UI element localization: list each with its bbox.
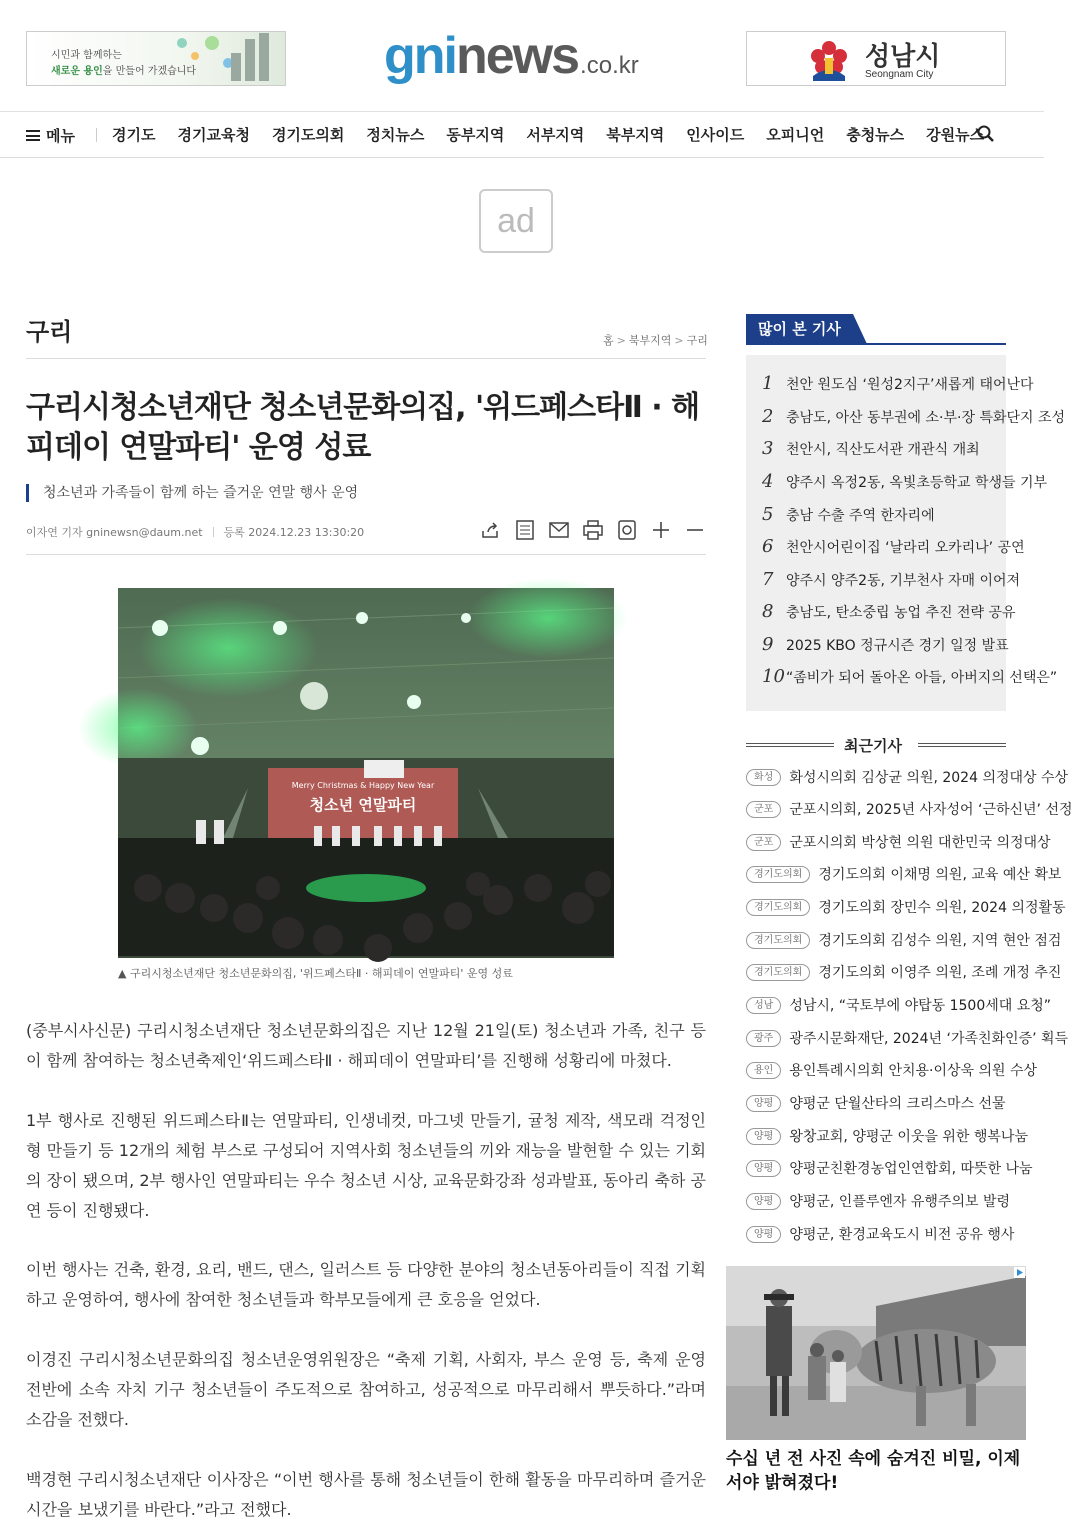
popular-item[interactable] bbox=[762, 406, 1066, 427]
nav-item-west[interactable]: 서부지역 bbox=[526, 126, 585, 144]
article-tools bbox=[480, 519, 706, 541]
banner-line-1: 시민과 함께하는 bbox=[51, 50, 122, 61]
recent-header-rule bbox=[746, 743, 834, 747]
rank-number: 2 bbox=[762, 406, 774, 427]
region-tag: 경기도의회 bbox=[746, 964, 810, 981]
banner-building bbox=[259, 33, 269, 81]
nav-divider bbox=[96, 128, 97, 142]
recent-item-title: 용인특례시의회 안치용·이상욱 의원 수상 bbox=[789, 1063, 1038, 1079]
region-tag: 경기도의회 bbox=[746, 932, 810, 949]
main-nav bbox=[0, 112, 1044, 158]
popular-item[interactable] bbox=[762, 634, 1009, 655]
recent-item[interactable] bbox=[746, 1126, 1028, 1146]
nav-item-gangwon[interactable]: 강원뉴스 bbox=[926, 126, 985, 144]
photo-caption: ▲ 구리시청소년재단 청소년문화의집, '위드페스타Ⅱ · 해피데이 연말파티' 운영 성료 bbox=[118, 967, 513, 980]
recent-item[interactable] bbox=[746, 962, 1062, 982]
article-meta bbox=[26, 524, 364, 540]
recent-item[interactable] bbox=[746, 1191, 1010, 1211]
menu-button[interactable] bbox=[26, 125, 75, 146]
site-header bbox=[0, 0, 1044, 112]
rank-number: 7 bbox=[762, 569, 774, 590]
rank-number: 10 bbox=[762, 666, 785, 687]
seongnam-banner-ad[interactable] bbox=[746, 31, 1006, 86]
font-increase-icon[interactable] bbox=[650, 519, 672, 541]
event-photo-illustration bbox=[118, 588, 614, 956]
region-tag: 성남 bbox=[746, 997, 781, 1014]
adchoices-icon[interactable] bbox=[1014, 1267, 1025, 1278]
ad-label: ad bbox=[497, 201, 535, 240]
popular-item[interactable] bbox=[762, 438, 998, 459]
breadcrumb-home[interactable]: 홈 bbox=[603, 334, 614, 347]
nav-item-education-office[interactable]: 경기교육청 bbox=[177, 126, 250, 144]
rank-number: 5 bbox=[762, 504, 774, 525]
city-name-ko: 성남시 bbox=[865, 42, 941, 72]
article-date: 등록 2024.12.23 13:30:20 bbox=[223, 526, 365, 539]
city-name-en: Seongnam City bbox=[865, 69, 934, 80]
recent-item[interactable] bbox=[746, 1060, 1038, 1080]
popular-item-title: 충남도, 탄소중립 농업 추진 전략 공유 bbox=[786, 605, 1016, 621]
font-decrease-icon[interactable] bbox=[684, 519, 706, 541]
chevron-right-icon: > bbox=[616, 334, 626, 347]
region-tag: 양평 bbox=[746, 1160, 781, 1177]
recent-item[interactable] bbox=[746, 1224, 1015, 1244]
region-tag: 광주 bbox=[746, 1030, 781, 1047]
region-tag: 양평 bbox=[746, 1226, 781, 1243]
recent-item[interactable] bbox=[746, 930, 1062, 950]
recent-item-title: 양평군친환경농업인연합회, 따뜻한 나눔 bbox=[789, 1161, 1033, 1177]
recent-header-rule bbox=[918, 743, 1006, 747]
article-subhead: 청소년과 가족들이 함께 하는 즐거운 연말 행사 운영 bbox=[26, 484, 358, 502]
banner-decor-dot bbox=[191, 52, 199, 60]
banner-line-2-tail: 을 만들어 가겠습니다 bbox=[102, 66, 197, 77]
recent-item-title: 경기도의회 김성수 의원, 지역 현안 점검 bbox=[818, 933, 1062, 949]
recent-title: 최근기사 bbox=[844, 737, 902, 755]
nav-items bbox=[112, 124, 1006, 145]
recent-item-title: 왕창교회, 양평군 이웃을 위한 행복나눔 bbox=[789, 1129, 1028, 1145]
banner-decor-dot bbox=[205, 36, 219, 50]
banner-building bbox=[231, 53, 241, 81]
recent-item-title: 양평군 단월산타의 크리스마스 선물 bbox=[789, 1096, 1006, 1112]
banner-line-2 bbox=[51, 62, 196, 77]
region-tag: 화성 bbox=[746, 769, 781, 786]
recent-item-title: 성남시, “국토부에 야탑동 1500세대 요청” bbox=[789, 998, 1052, 1014]
nav-item-east[interactable]: 동부지역 bbox=[446, 126, 505, 144]
breadcrumb-north[interactable]: 북부지역 bbox=[628, 334, 672, 347]
recent-item[interactable] bbox=[746, 1158, 1033, 1178]
popular-item[interactable] bbox=[762, 471, 1048, 492]
sponsored-ad-title[interactable]: 수십 년 전 사진 속에 숨겨진 비밀, 이제서야 밝혀졌다! bbox=[726, 1449, 1021, 1493]
recent-item[interactable] bbox=[746, 767, 1069, 787]
region-tag: 경기도의회 bbox=[746, 866, 810, 883]
breadcrumb-guri[interactable]: 구리 bbox=[686, 334, 708, 347]
nav-item-inside[interactable]: 인사이드 bbox=[686, 126, 745, 144]
seongnam-emblem-icon bbox=[807, 38, 851, 82]
meta-divider-line bbox=[26, 554, 706, 555]
article-headline: 구리시청소년재단 청소년문화의집, '위드페스타Ⅱ · 해피데이 연말파티' 운영 성료 bbox=[26, 390, 700, 465]
recent-item-title: 광주시문화재단, 2024년 ‘가족친화인증’ 획득 bbox=[789, 1031, 1069, 1047]
recent-item-title: 군포시의회, 2025년 사자성어 ‘근하신년’ 선정 bbox=[789, 802, 1073, 818]
share-icon[interactable] bbox=[480, 519, 502, 541]
rank-number: 8 bbox=[762, 601, 774, 622]
region-tag: 양평 bbox=[746, 1193, 781, 1210]
article-photo[interactable] bbox=[118, 588, 614, 956]
popular-item[interactable] bbox=[762, 536, 1025, 557]
region-tag: 용인 bbox=[746, 1062, 781, 1079]
section-divider bbox=[26, 358, 706, 359]
nav-item-chungcheong[interactable]: 충청뉴스 bbox=[846, 126, 905, 144]
print-icon[interactable] bbox=[582, 519, 604, 541]
banner-highlight: 새로운 용인 bbox=[51, 66, 103, 77]
photo-banner-small: Merry Christmas & Happy New Year bbox=[291, 781, 435, 790]
yongin-banner-ad[interactable] bbox=[26, 31, 286, 86]
nav-item-gyeonggi[interactable]: 경기도 bbox=[112, 126, 156, 144]
region-tag: 군포 bbox=[746, 834, 781, 851]
recent-item-title: 양평군, 환경교육도시 비전 공유 행사 bbox=[789, 1227, 1015, 1243]
rank-number: 4 bbox=[762, 471, 774, 492]
recent-item-title: 양평군, 인플루엔자 유행주의보 발령 bbox=[789, 1194, 1010, 1210]
banner-building bbox=[245, 39, 255, 81]
nav-item-north[interactable]: 북부지역 bbox=[606, 126, 665, 144]
popular-tab[interactable]: 많이 본 기사 bbox=[746, 314, 853, 344]
ad-placeholder[interactable] bbox=[479, 189, 553, 253]
article-list-icon[interactable] bbox=[514, 519, 536, 541]
logo-part-news: news bbox=[455, 27, 579, 85]
popular-item-title: 천안시어린이집 ‘날라리 오카리나’ 공연 bbox=[786, 540, 1025, 556]
logo-tld: .co.kr bbox=[580, 52, 639, 79]
article-paragraph: (중부시사신문) 구리시청소년재단 청소년문화의집은 지난 12월 21일(토) 청소년과 가족, 친구 등이 함께 참여하는 청소년축제인‘위드페스타Ⅱ · 해피데이 연말파티’를 진행해 성황리에 마쳤다. bbox=[26, 1021, 706, 1070]
nav-item-provincial-council[interactable]: 경기도의회 bbox=[271, 126, 345, 144]
search-icon[interactable] bbox=[977, 125, 995, 143]
popular-item-title: 양주시 옥정2동, 옥빛초등학교 학생들 기부 bbox=[786, 475, 1048, 491]
email-icon[interactable] bbox=[548, 519, 570, 541]
popular-item-title: “좀비가 되어 돌아온 아들, 아버지의 선택은” bbox=[786, 670, 1058, 686]
recent-item-title: 경기도의회 장민수 의원, 2024 의정활동 bbox=[818, 900, 1066, 916]
popular-item-title: 충남 수출 주역 한자리에 bbox=[786, 508, 935, 524]
recent-item[interactable] bbox=[746, 799, 1073, 819]
recent-item-title: 군포시의회 박상현 의원 대한민국 의정대상 bbox=[789, 835, 1051, 851]
popular-item-title: 충남도, 아산 동부권에 소·부·장 특화단지 조성 bbox=[786, 410, 1066, 426]
rank-number: 6 bbox=[762, 536, 774, 557]
popular-list bbox=[746, 355, 1066, 711]
popular-tab-underline bbox=[746, 343, 1006, 345]
nav-item-opinion[interactable]: 오피니언 bbox=[766, 126, 825, 144]
site-logo[interactable] bbox=[384, 26, 639, 86]
popular-item[interactable] bbox=[762, 373, 1034, 394]
article-paragraph: 이경진 구리시청소년문화의집 청소년운영위원장은 “축제 기획, 사회자, 부스 운영 등, 축제 운영 전반에 소속 자치 기구 청소년들이 주도적으로 참여하고, 성공적으로 마무리해서 뿌듯하다.”라며 소감을 전했다. bbox=[26, 1350, 706, 1429]
breadcrumb bbox=[603, 332, 708, 348]
meta-divider bbox=[213, 527, 214, 537]
menu-label: 메뉴 bbox=[46, 127, 75, 145]
rank-number: 3 bbox=[762, 438, 774, 459]
article-paragraph: 이번 행사는 건축, 환경, 요리, 밴드, 댄스, 일러스트 등 다양한 분야의 청소년동아리들이 직접 기획하고 운영하여, 행사에 참여한 청소년들과 학부모들에게 큰 호응을 얻었다. bbox=[26, 1260, 706, 1309]
article-author: 이자연 기자 gninewsn@daum.net bbox=[26, 526, 203, 539]
popular-item-title: 양주시 양주2동, 기부천사 자매 이어져 bbox=[786, 573, 1021, 589]
vintage-photo-illustration bbox=[726, 1266, 1026, 1440]
recent-header bbox=[746, 735, 1006, 757]
popular-item-title: 2025 KBO 정규시즌 경기 일정 발표 bbox=[786, 638, 1009, 654]
recent-item[interactable] bbox=[746, 832, 1051, 852]
popular-item[interactable] bbox=[762, 666, 1058, 687]
recent-item-title: 화성시의회 김상균 의원, 2024 의정대상 수상 bbox=[789, 770, 1069, 786]
region-tag: 군포 bbox=[746, 801, 781, 818]
recent-item[interactable] bbox=[746, 1028, 1069, 1048]
popular-item[interactable] bbox=[762, 504, 998, 525]
scrap-icon[interactable] bbox=[616, 519, 638, 541]
popular-item[interactable] bbox=[762, 601, 1016, 622]
popular-item-title: 천안 원도심 ‘원성2지구’새롭게 태어난다 bbox=[786, 377, 1034, 393]
popular-item-title: 천안시, 직산도서관 개관식 개최 bbox=[786, 442, 980, 458]
recent-item-title: 경기도의회 이영주 의원, 조례 개정 추진 bbox=[818, 965, 1062, 981]
region-tag: 양평 bbox=[746, 1095, 781, 1112]
photo-banner-big: 청소년 연말파티 bbox=[309, 796, 417, 814]
recent-item[interactable] bbox=[746, 1093, 1006, 1113]
logo-part-gni: gni bbox=[384, 27, 456, 85]
region-tag: 양평 bbox=[746, 1128, 781, 1145]
recent-item[interactable] bbox=[746, 995, 1052, 1015]
recent-item-title: 경기도의회 이채명 의원, 교육 예산 확보 bbox=[818, 867, 1062, 883]
recent-item[interactable] bbox=[746, 897, 1066, 917]
recent-item[interactable] bbox=[746, 864, 1062, 884]
popular-item[interactable] bbox=[762, 569, 1021, 590]
sponsored-ad-image[interactable] bbox=[726, 1266, 1026, 1440]
hamburger-icon bbox=[26, 130, 40, 141]
nav-item-politics[interactable]: 정치뉴스 bbox=[366, 126, 425, 144]
rank-number: 1 bbox=[762, 373, 774, 394]
chevron-right-icon: > bbox=[674, 334, 684, 347]
region-tag: 경기도의회 bbox=[746, 899, 810, 916]
section-title: 구리 bbox=[26, 318, 73, 346]
rank-number: 9 bbox=[762, 634, 774, 655]
banner-decor-dot bbox=[177, 38, 187, 48]
article-paragraph: 백경현 구리시청소년재단 이사장은 “이번 행사를 통해 청소년들이 한해 활동을 마무리하며 즐거운 시간을 보냈기를 바란다.”라고 전했다. bbox=[26, 1470, 706, 1519]
article-paragraph: 1부 행사로 진행된 위드페스타Ⅱ는 연말파티, 인생네컷, 마그넷 만들기, 귤청 제작, 색모래 걱정인형 만들기 등 12개의 체험 부스로 구성되어 지역사회 청소년들의 끼와 재능을 발현할 수 있는 기회의 장이 됐으며, 2부 행사인 연말파티는 우수 청소년 시상, 교육문화강좌 성과발표, 동아리 축하 공연 등이 진행됐다. bbox=[26, 1111, 706, 1220]
